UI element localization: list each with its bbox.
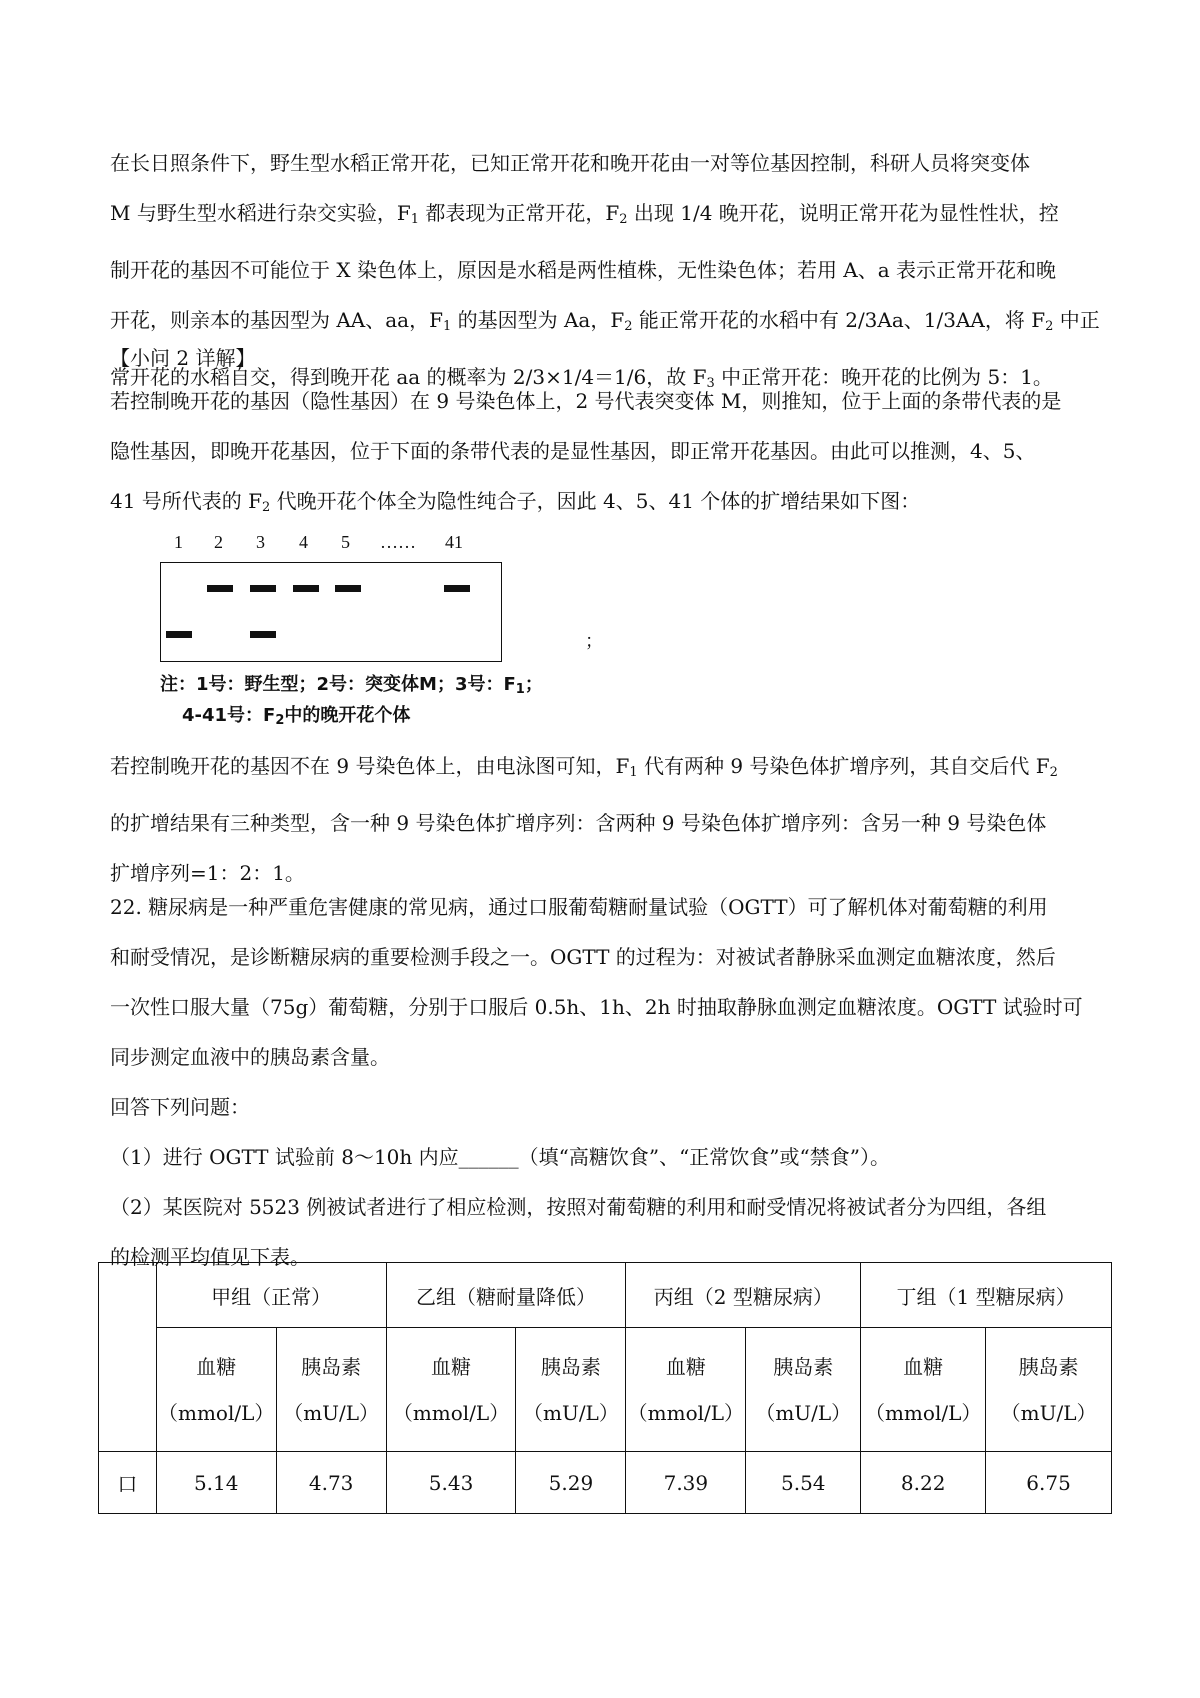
lane-label: 2 (214, 532, 223, 552)
table-cell: 6.75 (986, 1452, 1112, 1514)
text-line: 41 号所代表的 $F_2$ 代晚开花个体全为隐性纯合子，因此 4、5、41 个体的扩增结果如下图： (110, 489, 921, 515)
table-cell: 5.43 (386, 1452, 516, 1514)
text-line: 开花，则亲本的基因型为 AA、aa，$F_1$ 的基因型为 Aa，$F_2$ 能正常开花的水稻中有 2/3Aa、1/3AA，将 $F_2$ 中正 (110, 308, 1100, 334)
table-cell: 4.73 (276, 1452, 386, 1514)
text-line: 一次性口服大量（75g）葡萄糖，分别于口服后 0.5h、1h、2h 时抽取静脉血测定血糖浓度。OGTT 试验时可 (110, 995, 1083, 1019)
text-line: 在长日照条件下，野生型水稻正常开花，已知正常开花和晚开花由一对等位基因控制，科研人员将突变体 (110, 151, 1030, 175)
lane-label: 4 (299, 532, 308, 552)
text-line: （1）进行 OGTT 试验前 8～10h 内应______（填“高糖饮食”、“正常饮食”或“禁食”）。 (110, 1145, 890, 1169)
gel-band-upper (444, 585, 470, 592)
text-line: 回答下列问题： (110, 1095, 250, 1119)
gel-band-upper (293, 585, 319, 592)
column-header: 胰岛素 （mU/L） (276, 1328, 386, 1452)
table-cell: 5.29 (516, 1452, 626, 1514)
table-cell: 7.39 (626, 1452, 746, 1514)
group-header: 丁组（1 型糖尿病） (861, 1263, 1112, 1328)
text-line: 隐性基因，即晚开花基因，位于下面的条带代表的是显性基因，即正常开花基因。由此可以推测，4、5、 (110, 439, 1036, 463)
lane-label: …… (380, 532, 416, 552)
gel-band-upper (207, 585, 233, 592)
figure-punctuation: ； (585, 631, 603, 652)
text-line: 和耐受情况，是诊断糖尿病的重要检测手段之一。OGTT 的过程为：对被试者静脉采血测定血糖浓度，然后 (110, 945, 1056, 969)
table-cell: 5.54 (746, 1452, 861, 1514)
lane-label: 3 (256, 532, 265, 552)
answer-paragraph-1 (110, 138, 1100, 409)
table-cell: 8.22 (861, 1452, 986, 1514)
group-header: 乙组（糖耐量降低） (386, 1263, 626, 1328)
gel-band-upper (335, 585, 361, 592)
table-corner-cell (99, 1263, 157, 1452)
question-22 (110, 882, 1100, 1282)
group-header: 丙组（2 型糖尿病） (626, 1263, 861, 1328)
table-group-header-row (99, 1263, 1112, 1328)
gel-band-upper (250, 585, 276, 592)
table-row (99, 1452, 1112, 1514)
gel-band-lower (166, 631, 192, 638)
column-header: 血糖 （mmol/L） (156, 1328, 276, 1452)
text-line: 的扩增结果有三种类型，含一种 9 号染色体扩增序列：含两种 9 号染色体扩增序列：含另一种 9 号染色体 (110, 811, 1047, 835)
column-header: 血糖 （mmol/L） (861, 1328, 986, 1452)
gel-note-line: 注：1号：野生型；2号：突变体M；3号：$F_1$； (160, 674, 543, 697)
table-cell: 5.14 (156, 1452, 276, 1514)
answer-paragraph-2 (110, 376, 1100, 533)
gel-note (160, 672, 543, 734)
text-line: 常开花的水稻自交，得到晚开花 aa 的概率为 2/3×1/4＝1/6，故 $F_3$ 中正常开花：晚开花的比例为 5：1。 (110, 365, 1053, 391)
text-line: （2）某医院对 5523 例被试者进行了相应检测，按照对葡萄糖的利用和耐受情况将被试者分为四组，各组 (110, 1195, 1047, 1219)
lane-label: 1 (174, 532, 183, 552)
gel-figure (160, 532, 603, 728)
gel-box (160, 562, 502, 662)
text-line: 制开花的基因不可能位于 X 染色体上，原因是水稻是两性植株，无性染色体；若用 A、a 表示正常开花和晚 (110, 258, 1057, 282)
text-line: 同步测定血液中的胰岛素含量。 (110, 1045, 390, 1069)
group-header: 甲组（正常） (156, 1263, 386, 1328)
answer-paragraph-3 (110, 741, 1100, 898)
column-header: 血糖 （mmol/L） (386, 1328, 516, 1452)
text-line: 的检测平均值见下表。 (110, 1245, 310, 1269)
row-label: 口 (99, 1452, 157, 1514)
gel-band-lower (250, 631, 276, 638)
table-subheader-row (99, 1328, 1112, 1452)
text-line: 22. 糖尿病是一种严重危害健康的常见病，通过口服葡萄糖耐量试验（OGTT）可了解机体对葡萄糖的利用 (110, 895, 1048, 919)
column-header: 胰岛素 （mU/L） (986, 1328, 1112, 1452)
column-header: 胰岛素 （mU/L） (746, 1328, 861, 1452)
lane-label: 41 (445, 532, 463, 552)
results-table (98, 1262, 1112, 1514)
text-line: 扩增序列=1：2：1。 (110, 861, 305, 885)
column-header: 血糖 （mmol/L） (626, 1328, 746, 1452)
column-header: 胰岛素 （mU/L） (516, 1328, 626, 1452)
gel-note-line: 4-41号：$F_2$中的晚开花个体 (182, 705, 411, 728)
text-line: M 与野生型水稻进行杂交实验，$F_1$ 都表现为正常开花，$F_2$ 出现 1/4 晚开花，说明正常开花为显性性状，控 (110, 201, 1059, 227)
lane-label: 5 (341, 532, 350, 552)
section-heading: 【小问 2 详解】 (110, 346, 256, 370)
text-line: 若控制晚开花的基因不在 9 号染色体上，由电泳图可知，$F_1$ 代有两种 9 号染色体扩增序列，其自交后代 $F_2$ (110, 754, 1058, 780)
text-line: 若控制晚开花的基因（隐性基因）在 9 号染色体上，2 号代表突变体 M，则推知，位于上面的条带代表的是 (110, 389, 1062, 413)
